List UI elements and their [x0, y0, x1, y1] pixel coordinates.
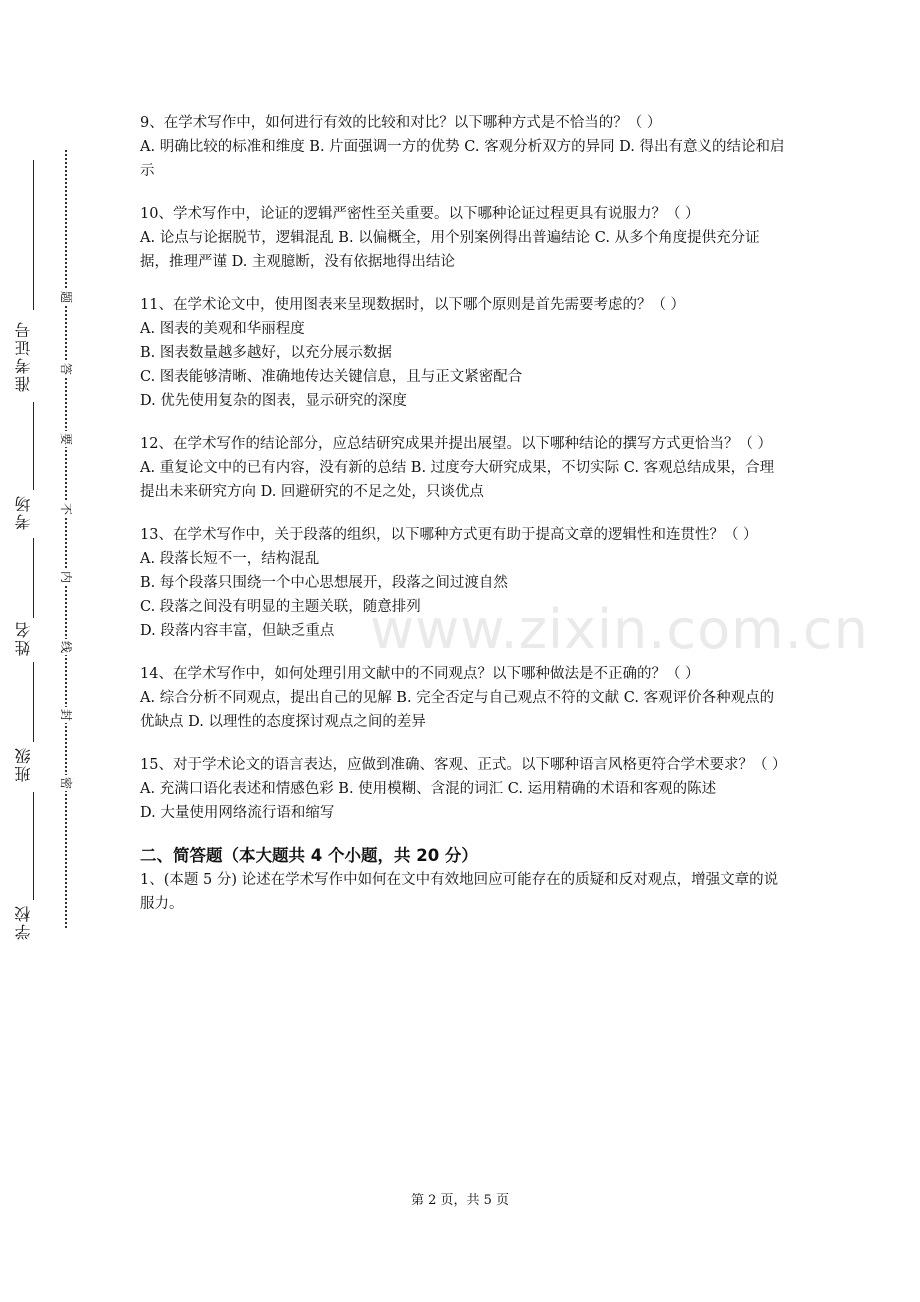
watermark: www.zixin.com.cn — [370, 598, 869, 661]
question-options: A. 论点与论据脱节，逻辑混乱 B. 以偏概全，用个别案例得出普遍结论 C. 从多个角度提供充分证据，推理严谨 D. 主观臆断，没有依据地得出结论 — [140, 230, 760, 270]
question-stem: 11、在学术论文中，使用图表来呈现数据时，以下哪个原则是首先需要考虑的？（ ） — [140, 297, 686, 313]
question-options: A. 综合分析不同观点，提出自己的见解 B. 完全否定与自己观点不符的文献 C. 客观评价各种观点的优缺点 D. 以理性的态度探讨观点之间的差异 — [140, 690, 775, 730]
seal-char: 不 — [59, 502, 73, 515]
short-answer-question-1: 1、(本题 5 分) 论述在学术写作中如何在文中有效地回应可能存在的质疑和反对观点，增强文章的说服力。 — [140, 872, 779, 912]
margin-line-exam-id — [33, 160, 34, 310]
question-11 — [140, 293, 785, 413]
question-option-d: D. 段落内容丰富，但缺乏重点 — [140, 623, 335, 639]
question-9 — [140, 111, 785, 183]
margin-label-school: 学校 — [14, 904, 33, 940]
question-13 — [140, 523, 785, 643]
seal-dotted-line — [65, 150, 67, 928]
question-option-a: A. 图表的美观和华丽程度 — [140, 321, 305, 337]
question-option-b: B. 图表数量越多越好，以充分展示数据 — [140, 345, 392, 361]
margin-line-school — [33, 792, 34, 900]
seal-char: 要 — [59, 432, 73, 445]
question-options: A. 明确比较的标准和维度 B. 片面强调一方的优势 C. 客观分析双方的异同 D. 得出有意义的结论和启示 — [140, 139, 785, 179]
question-option-d: D. 大量使用网络流行语和缩写 — [140, 805, 335, 821]
margin-label-room: 考场 — [14, 494, 33, 530]
question-stem: 9、在学术写作中，如何进行有效的比较和对比？以下哪种方式是不恰当的？（ ） — [140, 115, 662, 131]
margin-label-class: 班级 — [14, 746, 33, 782]
seal-char: 内 — [59, 570, 73, 583]
question-options: A. 充满口语化表述和情感色彩 B. 使用模糊、含混的词汇 C. 运用精确的术语和客观的陈述 — [140, 781, 717, 797]
question-14 — [140, 662, 785, 734]
question-stem: 14、在学术写作中，如何处理引用文献中的不同观点？以下哪种做法是不正确的？（ ） — [140, 666, 700, 682]
question-10 — [140, 202, 785, 274]
question-stem: 12、在学术写作的结论部分，应总结研究成果并提出展望。以下哪种结论的撰写方式更恰当？（ ） — [140, 436, 773, 452]
page-footer: 第 2 页，共 5 页 — [410, 1193, 510, 1208]
margin-line-name — [33, 538, 34, 618]
question-stem: 13、在学术写作中，关于段落的组织，以下哪种方式更有助于提高文章的逻辑性和连贯性？（ ） — [140, 527, 758, 543]
margin-label-name: 姓名 — [14, 620, 33, 656]
seal-char: 题 — [59, 290, 73, 303]
seal-char: 密 — [59, 776, 73, 789]
question-options: A. 重复论文中的已有内容，没有新的总结 B. 过度夸大研究成果，不切实际 C. 客观总结成果，合理提出未来研究方向 D. 回避研究的不足之处，只谈优点 — [140, 460, 775, 500]
question-stem: 15、对于学术论文的语言表达，应做到准确、客观、正式。以下哪种语言风格更符合学术要求？（ ） — [140, 757, 787, 773]
question-option-c: C. 段落之间没有明显的主题关联，随意排列 — [140, 599, 421, 615]
section-title: 二、简答题（本大题共 4 个小题，共 20 分） — [140, 846, 478, 865]
question-option-d: D. 优先使用复杂的图表，显示研究的深度 — [140, 393, 407, 409]
seal-char: 答 — [59, 362, 73, 375]
question-15 — [140, 753, 785, 825]
question-option-b: B. 每个段落只围绕一个中心思想展开，段落之间过渡自然 — [140, 575, 508, 591]
question-stem: 10、学术写作中，论证的逻辑严密性至关重要。以下哪种论证过程更具有说服力？（ ） — [140, 206, 700, 222]
margin-label-exam-id: 准考证号 — [14, 320, 33, 392]
seal-char: 封 — [59, 708, 73, 721]
margin-line-class — [33, 662, 34, 742]
margin-line-room — [33, 402, 34, 490]
question-12 — [140, 432, 785, 504]
question-list — [140, 111, 785, 916]
question-option-a: A. 段落长短不一，结构混乱 — [140, 551, 320, 567]
question-option-c: C. 图表能够清晰、准确地传达关键信息，且与正文紧密配合 — [140, 369, 523, 385]
seal-char: 线 — [59, 640, 73, 653]
